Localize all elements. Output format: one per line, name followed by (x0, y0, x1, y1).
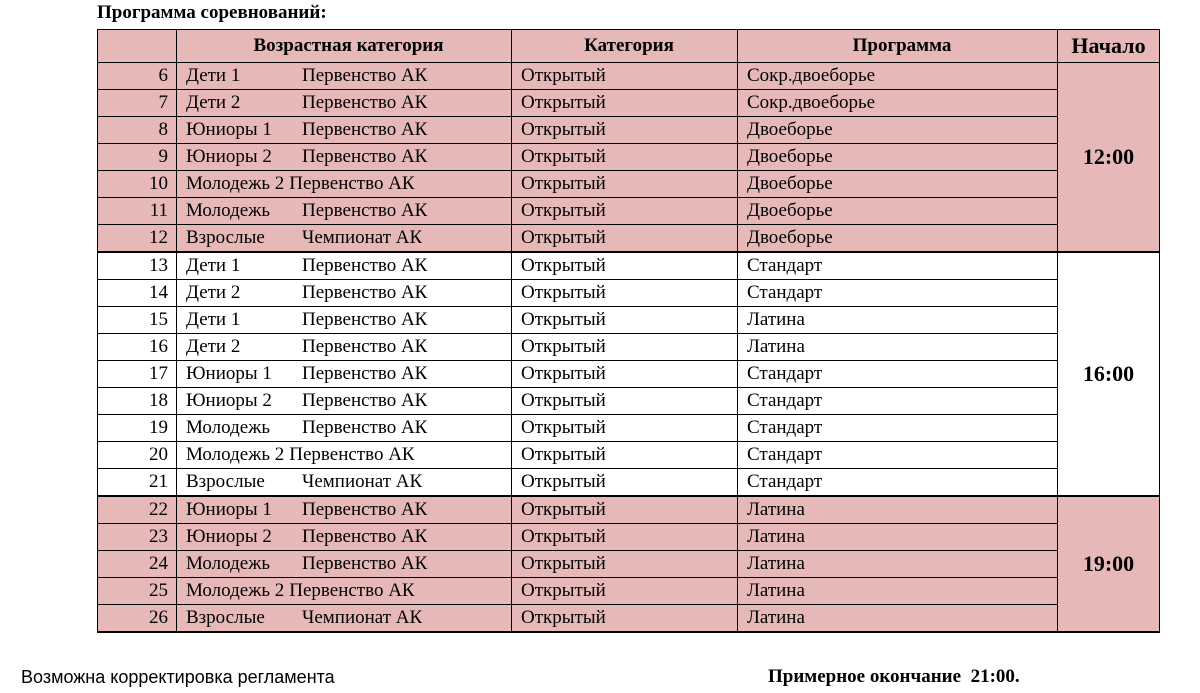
event-name: Первенство АК (302, 309, 428, 330)
estimated-end (768, 665, 1020, 689)
program-cell: Латина (738, 524, 1058, 551)
table-row (98, 117, 1160, 144)
program-cell: Стандарт (738, 252, 1058, 280)
age-category-cell (177, 280, 512, 307)
program-cell: Стандарт (738, 280, 1058, 307)
table-row (98, 415, 1160, 442)
category-cell: Открытый (512, 171, 738, 198)
row-number: 8 (98, 117, 177, 144)
age-group: Взрослые (186, 471, 265, 492)
page-title: Программа соревнований: (97, 2, 327, 23)
table-row (98, 578, 1160, 605)
table-row (98, 469, 1160, 497)
row-number: 23 (98, 524, 177, 551)
program-cell: Двоеборье (738, 144, 1058, 171)
program-cell: Стандарт (738, 361, 1058, 388)
age-category-cell (177, 551, 512, 578)
event-name: Первенство АК (302, 417, 428, 438)
age-category-cell (177, 605, 512, 633)
schedule-table (97, 29, 1160, 633)
category-cell: Открытый (512, 90, 738, 117)
age-category-cell (177, 225, 512, 253)
age-group: Молодежь 2 (186, 444, 285, 465)
category-cell: Открытый (512, 605, 738, 633)
category-cell: Открытый (512, 415, 738, 442)
table-row (98, 144, 1160, 171)
row-number: 14 (98, 280, 177, 307)
event-name: Чемпионат АК (302, 471, 423, 492)
row-number: 7 (98, 90, 177, 117)
adjustment-note: Возможна корректировка регламента (21, 667, 335, 687)
category-cell: Открытый (512, 307, 738, 334)
age-group: Молодежь (186, 417, 270, 438)
event-name: Первенство АК (302, 119, 428, 140)
program-cell: Латина (738, 334, 1058, 361)
row-number: 12 (98, 225, 177, 253)
age-category-cell (177, 361, 512, 388)
start-time: 12:00 (1058, 63, 1160, 253)
age-group: Юниоры 2 (186, 390, 272, 411)
category-cell: Открытый (512, 361, 738, 388)
age-category-cell (177, 469, 512, 497)
category-cell: Открытый (512, 144, 738, 171)
age-group: Юниоры 2 (186, 526, 272, 547)
event-name: Первенство АК (302, 200, 428, 221)
row-number: 15 (98, 307, 177, 334)
program-cell: Двоеборье (738, 198, 1058, 225)
category-cell: Открытый (512, 225, 738, 253)
row-number: 24 (98, 551, 177, 578)
age-category-cell (177, 524, 512, 551)
row-number: 16 (98, 334, 177, 361)
program-cell: Двоеборье (738, 171, 1058, 198)
age-group: Дети 2 (186, 336, 241, 357)
estimated-end-label: Примерное окончание (768, 666, 962, 687)
age-group: Молодежь (186, 553, 270, 574)
category-cell: Открытый (512, 280, 738, 307)
row-number: 25 (98, 578, 177, 605)
category-cell: Открытый (512, 117, 738, 144)
table-row (98, 442, 1160, 469)
age-category-cell (177, 144, 512, 171)
start-time: 16:00 (1058, 252, 1160, 496)
row-number: 11 (98, 198, 177, 225)
table-row (98, 334, 1160, 361)
age-category-cell (177, 415, 512, 442)
age-group: Дети 1 (186, 65, 241, 86)
age-category-cell (177, 334, 512, 361)
program-cell: Латина (738, 605, 1058, 633)
program-cell: Латина (738, 578, 1058, 605)
age-category-cell (177, 63, 512, 90)
age-group: Дети 2 (186, 282, 241, 303)
age-category-cell (177, 171, 512, 198)
age-category-cell (177, 496, 512, 524)
event-name: Первенство АК (302, 336, 428, 357)
program-cell: Сокр.двоеборье (738, 63, 1058, 90)
row-number: 26 (98, 605, 177, 633)
category-cell: Открытый (512, 252, 738, 280)
table-row (98, 171, 1160, 198)
age-category-cell (177, 442, 512, 469)
age-group: Молодежь 2 (186, 173, 285, 194)
program-cell: Сокр.двоеборье (738, 90, 1058, 117)
age-group: Юниоры 1 (186, 363, 272, 384)
age-group: Взрослые (186, 607, 265, 628)
row-number: 18 (98, 388, 177, 415)
table-row (98, 524, 1160, 551)
program-cell: Латина (738, 496, 1058, 524)
header-start: Начало (1058, 30, 1160, 63)
program-cell: Стандарт (738, 469, 1058, 497)
table-row (98, 90, 1160, 117)
row-number: 17 (98, 361, 177, 388)
header-program: Программа (738, 30, 1058, 63)
table-row (98, 496, 1160, 524)
category-cell: Открытый (512, 198, 738, 225)
program-cell: Стандарт (738, 442, 1058, 469)
age-group: Дети 1 (186, 309, 241, 330)
event-name: Первенство АК (289, 173, 415, 194)
age-category-cell (177, 307, 512, 334)
header-num (98, 30, 177, 63)
event-name: Первенство АК (302, 363, 428, 384)
row-number: 19 (98, 415, 177, 442)
table-row (98, 225, 1160, 253)
program-cell: Латина (738, 307, 1058, 334)
age-group: Юниоры 1 (186, 499, 272, 520)
category-cell: Открытый (512, 551, 738, 578)
row-number: 13 (98, 252, 177, 280)
event-name: Первенство АК (289, 444, 415, 465)
event-name: Первенство АК (302, 526, 428, 547)
table-row (98, 252, 1160, 280)
program-cell: Латина (738, 551, 1058, 578)
row-number: 20 (98, 442, 177, 469)
event-name: Первенство АК (302, 390, 428, 411)
age-category-cell (177, 117, 512, 144)
table-row (98, 198, 1160, 225)
table-row (98, 551, 1160, 578)
event-name: Первенство АК (302, 65, 428, 86)
table-body (98, 63, 1160, 633)
category-cell: Открытый (512, 524, 738, 551)
category-cell: Открытый (512, 63, 738, 90)
row-number: 10 (98, 171, 177, 198)
event-name: Первенство АК (289, 580, 415, 601)
event-name: Первенство АК (302, 255, 428, 276)
age-group: Дети 2 (186, 92, 241, 113)
estimated-end-time: 21:00. (970, 666, 1020, 687)
age-category-cell (177, 90, 512, 117)
category-cell: Открытый (512, 469, 738, 497)
table-header-row (98, 30, 1160, 63)
age-group: Молодежь (186, 200, 270, 221)
table-row (98, 280, 1160, 307)
category-cell: Открытый (512, 388, 738, 415)
age-category-cell (177, 198, 512, 225)
start-time: 19:00 (1058, 496, 1160, 632)
row-number: 6 (98, 63, 177, 90)
header-category: Категория (512, 30, 738, 63)
program-cell: Двоеборье (738, 225, 1058, 253)
table-row (98, 605, 1160, 633)
table-row (98, 307, 1160, 334)
program-cell: Двоеборье (738, 117, 1058, 144)
age-group: Взрослые (186, 227, 265, 248)
header-age-category: Возрастная категория (177, 30, 512, 63)
table-row (98, 63, 1160, 90)
table-row (98, 361, 1160, 388)
program-cell: Стандарт (738, 388, 1058, 415)
event-name: Первенство АК (302, 92, 428, 113)
row-number: 9 (98, 144, 177, 171)
row-number: 21 (98, 469, 177, 497)
age-group: Дети 1 (186, 255, 241, 276)
category-cell: Открытый (512, 334, 738, 361)
age-group: Молодежь 2 (186, 580, 285, 601)
category-cell: Открытый (512, 578, 738, 605)
event-name: Первенство АК (302, 282, 428, 303)
age-group: Юниоры 1 (186, 119, 272, 140)
event-name: Чемпионат АК (302, 607, 423, 628)
event-name: Первенство АК (302, 499, 428, 520)
row-number: 22 (98, 496, 177, 524)
event-name: Первенство АК (302, 553, 428, 574)
category-cell: Открытый (512, 442, 738, 469)
age-category-cell (177, 388, 512, 415)
table-row (98, 388, 1160, 415)
age-category-cell (177, 578, 512, 605)
event-name: Первенство АК (302, 146, 428, 167)
event-name: Чемпионат АК (302, 227, 423, 248)
age-category-cell (177, 252, 512, 280)
category-cell: Открытый (512, 496, 738, 524)
age-group: Юниоры 2 (186, 146, 272, 167)
program-cell: Стандарт (738, 415, 1058, 442)
